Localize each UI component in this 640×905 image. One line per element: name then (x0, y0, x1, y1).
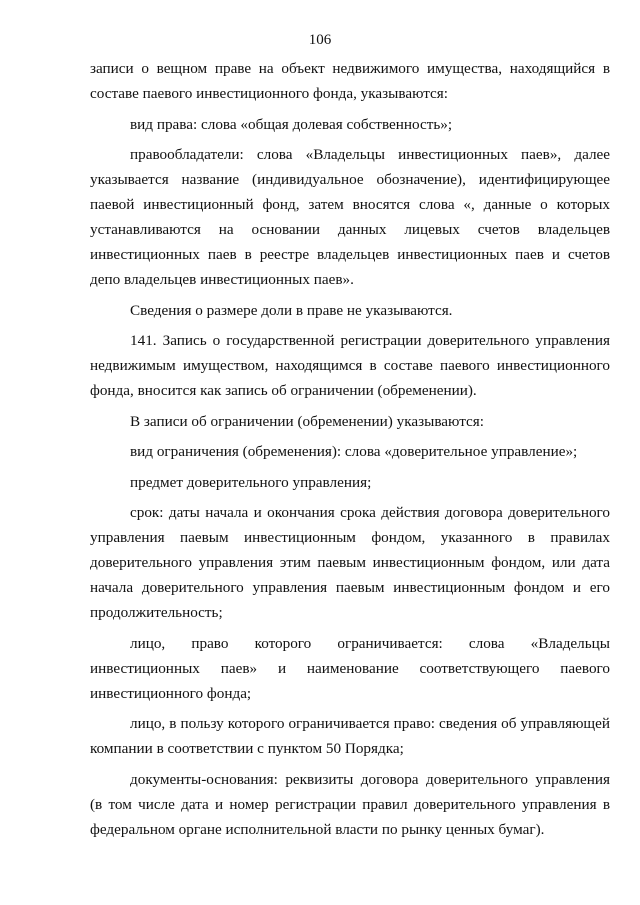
paragraph-clause-141: 141. Запись о государственной регистрации доверительного управления недвижимым имуществом, находящимся в составе паевого инвестиционного фонда, вносится как запись об ограничении (обременении). (90, 332, 610, 399)
paragraph-intro: записи о вещном праве на объект недвижимого имущества, находящийся в составе паевого инвестиционного фонда, указываются: (90, 60, 610, 102)
page-number: 106 (308, 32, 332, 48)
paragraph-management-subject: предмет доверительного управления; (130, 473, 372, 491)
paragraph-right-type: вид права: слова «общая долевая собственность»; (130, 115, 453, 133)
paragraph-share-info: Сведения о размере доли в праве не указываются. (130, 301, 453, 319)
paragraph-beneficiary: лицо, в пользу которого ограничивается право: сведения об управляющей компании в соответствии с пунктом 50 Порядка; (90, 715, 610, 757)
document-body (90, 56, 610, 847)
paragraph-restriction-intro: В записи об ограничении (обременении) указываются: (130, 412, 484, 430)
paragraph-right-holders: правообладатели: слова «Владельцы инвестиционных паев», далее указывается название (индивидуальное обозначение), идентифицирующее паевой инвестиционный фонд, затем вносятся слова «, данные о которых устанавливаются на основании данных лицевых счетов владельцев инвестиционных паев в реестре владельцев инвестиционных паев и счетов депо владельцев инвестиционных паев». (90, 146, 610, 288)
paragraph-term: срок: даты начала и окончания срока действия договора доверительного управления паевым инвестиционным фондом, указанного в правилах доверительного управления этим паевым инвестиционным фондом, или дата начала доверительного управления паевым инвестиционным фондом и его продолжительность; (90, 504, 610, 621)
paragraph-restricted-person: лицо, право которого ограничивается: слова «Владельцы инвестиционных паев» и наименование соответствующего паевого инвестиционного фонда; (90, 634, 610, 702)
paragraph-basis-documents: документы-основания: реквизиты договора доверительного управления (в том числе дата и номер регистрации правил доверительного управления в федеральном органе исполнительной власти по рынку ценных бумаг). (90, 770, 610, 838)
paragraph-restriction-type: вид ограничения (обременения): слова «доверительное управление»; (130, 443, 578, 460)
